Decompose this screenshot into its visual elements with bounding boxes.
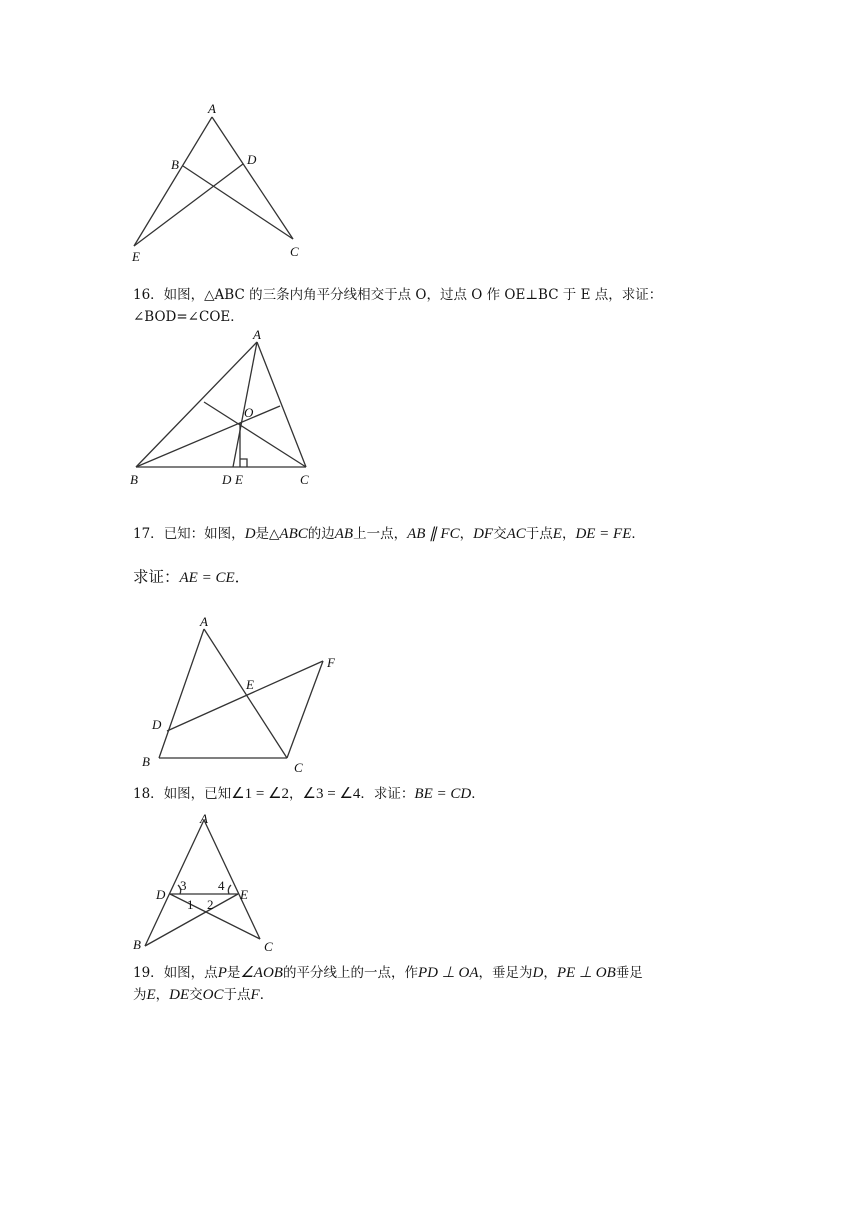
angle-label-3: 3 [180, 878, 187, 893]
math-F: F [250, 987, 260, 1003]
segment-AB [145, 820, 204, 946]
math-ABC: ABC [279, 526, 308, 542]
text-frag: 如图，点 [163, 965, 218, 981]
segment-DE [134, 164, 243, 246]
label-A: A [253, 327, 261, 342]
label-B: B [133, 937, 141, 952]
text-frag: ， [543, 965, 557, 981]
segment-BC [183, 166, 293, 239]
problem-17-text [133, 523, 753, 545]
label-D: D [156, 887, 166, 902]
problem-19-text [133, 962, 753, 1006]
segment-AE [134, 117, 212, 246]
text-frag: 如图，已知 [163, 786, 232, 802]
angle-label-1: 1 [187, 897, 194, 912]
angle-4-arc [228, 885, 231, 894]
label-D: D [152, 717, 162, 732]
math-D: D [244, 526, 256, 542]
angle-label-2: 2 [207, 897, 214, 912]
text-frag: 于点 [525, 526, 553, 542]
math-angle1-eq-angle2: ∠1 = ∠2 [231, 786, 290, 802]
math-parallel: AB ∥ FC [407, 526, 460, 542]
bisector-from-C [204, 402, 306, 467]
math-OC: OC [202, 987, 224, 1003]
label-B: B [142, 754, 150, 769]
label-E: E [132, 249, 140, 264]
text-frag: 已知：如图， [163, 526, 245, 542]
segment-CF [287, 661, 323, 758]
text-frag: ． [631, 526, 645, 542]
label-C: C [264, 939, 273, 954]
text-frag: 于点 [223, 987, 251, 1003]
math-AE-CE: AE = CE [179, 570, 235, 586]
text-frag: 是△ [255, 526, 280, 542]
text-frag: 的边 [307, 526, 335, 542]
segment-AB [136, 342, 257, 467]
text-frag: 交 [493, 526, 507, 542]
math-P: P [217, 965, 227, 981]
problem-17-number: 17． [133, 526, 164, 542]
text-frag: ， [155, 987, 170, 1003]
problem-16-text [133, 284, 753, 328]
text-frag: ．求证： [360, 786, 415, 802]
text-frag: ，垂足为 [478, 965, 533, 981]
problem-18-number: 18． [133, 786, 164, 802]
segment-AC [204, 629, 287, 758]
text-frag: 上一点， [353, 526, 408, 542]
text-frag: ． [259, 987, 274, 1003]
label-O: O [244, 405, 254, 420]
math-PE-perp-OB: PE ⊥ OB [556, 965, 616, 981]
math-angle-AOB: ∠AOB [240, 965, 283, 981]
segment-AB [159, 629, 204, 758]
figure-18 [120, 808, 300, 958]
problem-18-text [133, 783, 753, 805]
figure-16 [120, 325, 330, 495]
problem-16-line-1: 16．如图，△ABC 的三条内角平分线相交于点 O，过点 O 作 OE⊥BC 于 E 点，求证： [133, 287, 663, 303]
problem-19-number: 19． [133, 965, 164, 981]
label-C: C [294, 760, 303, 775]
math-D: D [532, 965, 544, 981]
label-A: A [200, 811, 208, 826]
text-frag: 为 [133, 987, 147, 1003]
label-D: D [222, 472, 232, 487]
math-E: E [552, 526, 562, 542]
math-angle3-eq-angle4: ∠3 = ∠4 [302, 786, 361, 802]
label-E: E [246, 677, 254, 692]
text-frag: 的平分线上的一点，作 [282, 965, 418, 981]
label-A: A [208, 101, 216, 116]
label-A: A [200, 614, 208, 629]
label-E: E [240, 887, 248, 902]
label-B: B [130, 472, 138, 487]
label-E: E [235, 472, 243, 487]
math-DE-FE: DE = FE [575, 526, 632, 542]
math-DE: DE [169, 987, 190, 1003]
right-angle-mark [240, 459, 247, 467]
math-DF: DF [473, 526, 494, 542]
segment-AC [257, 342, 306, 467]
figure-17 [130, 612, 350, 777]
problem-17-prove [133, 566, 753, 589]
figure-15 [120, 95, 320, 270]
label-C: C [300, 472, 309, 487]
text-frag: 是 [226, 965, 241, 981]
math-PD-perp-OA: PD ⊥ OA [417, 965, 479, 981]
prove-label: 求证： [133, 568, 180, 586]
label-B: B [171, 157, 179, 172]
text-frag: 垂足 [615, 965, 643, 981]
math-AB: AB [334, 526, 354, 542]
text-frag: 交 [189, 987, 203, 1003]
text-frag: ． [234, 568, 251, 586]
text-frag: ， [561, 526, 576, 542]
segment-AC [204, 820, 260, 939]
problem-16-line-2: ∠BOD=∠COE． [133, 309, 244, 325]
angle-label-4: 4 [218, 878, 225, 893]
math-AC: AC [506, 526, 526, 542]
label-F: F [327, 655, 335, 670]
text-frag: ， [289, 786, 303, 802]
math-E: E [146, 987, 156, 1003]
text-frag: ． [471, 786, 485, 802]
label-D: D [247, 152, 257, 167]
math-BE-CD: BE = CD [414, 786, 472, 802]
segment-DF [167, 661, 323, 731]
text-frag: ， [459, 526, 474, 542]
label-C: C [290, 244, 299, 259]
